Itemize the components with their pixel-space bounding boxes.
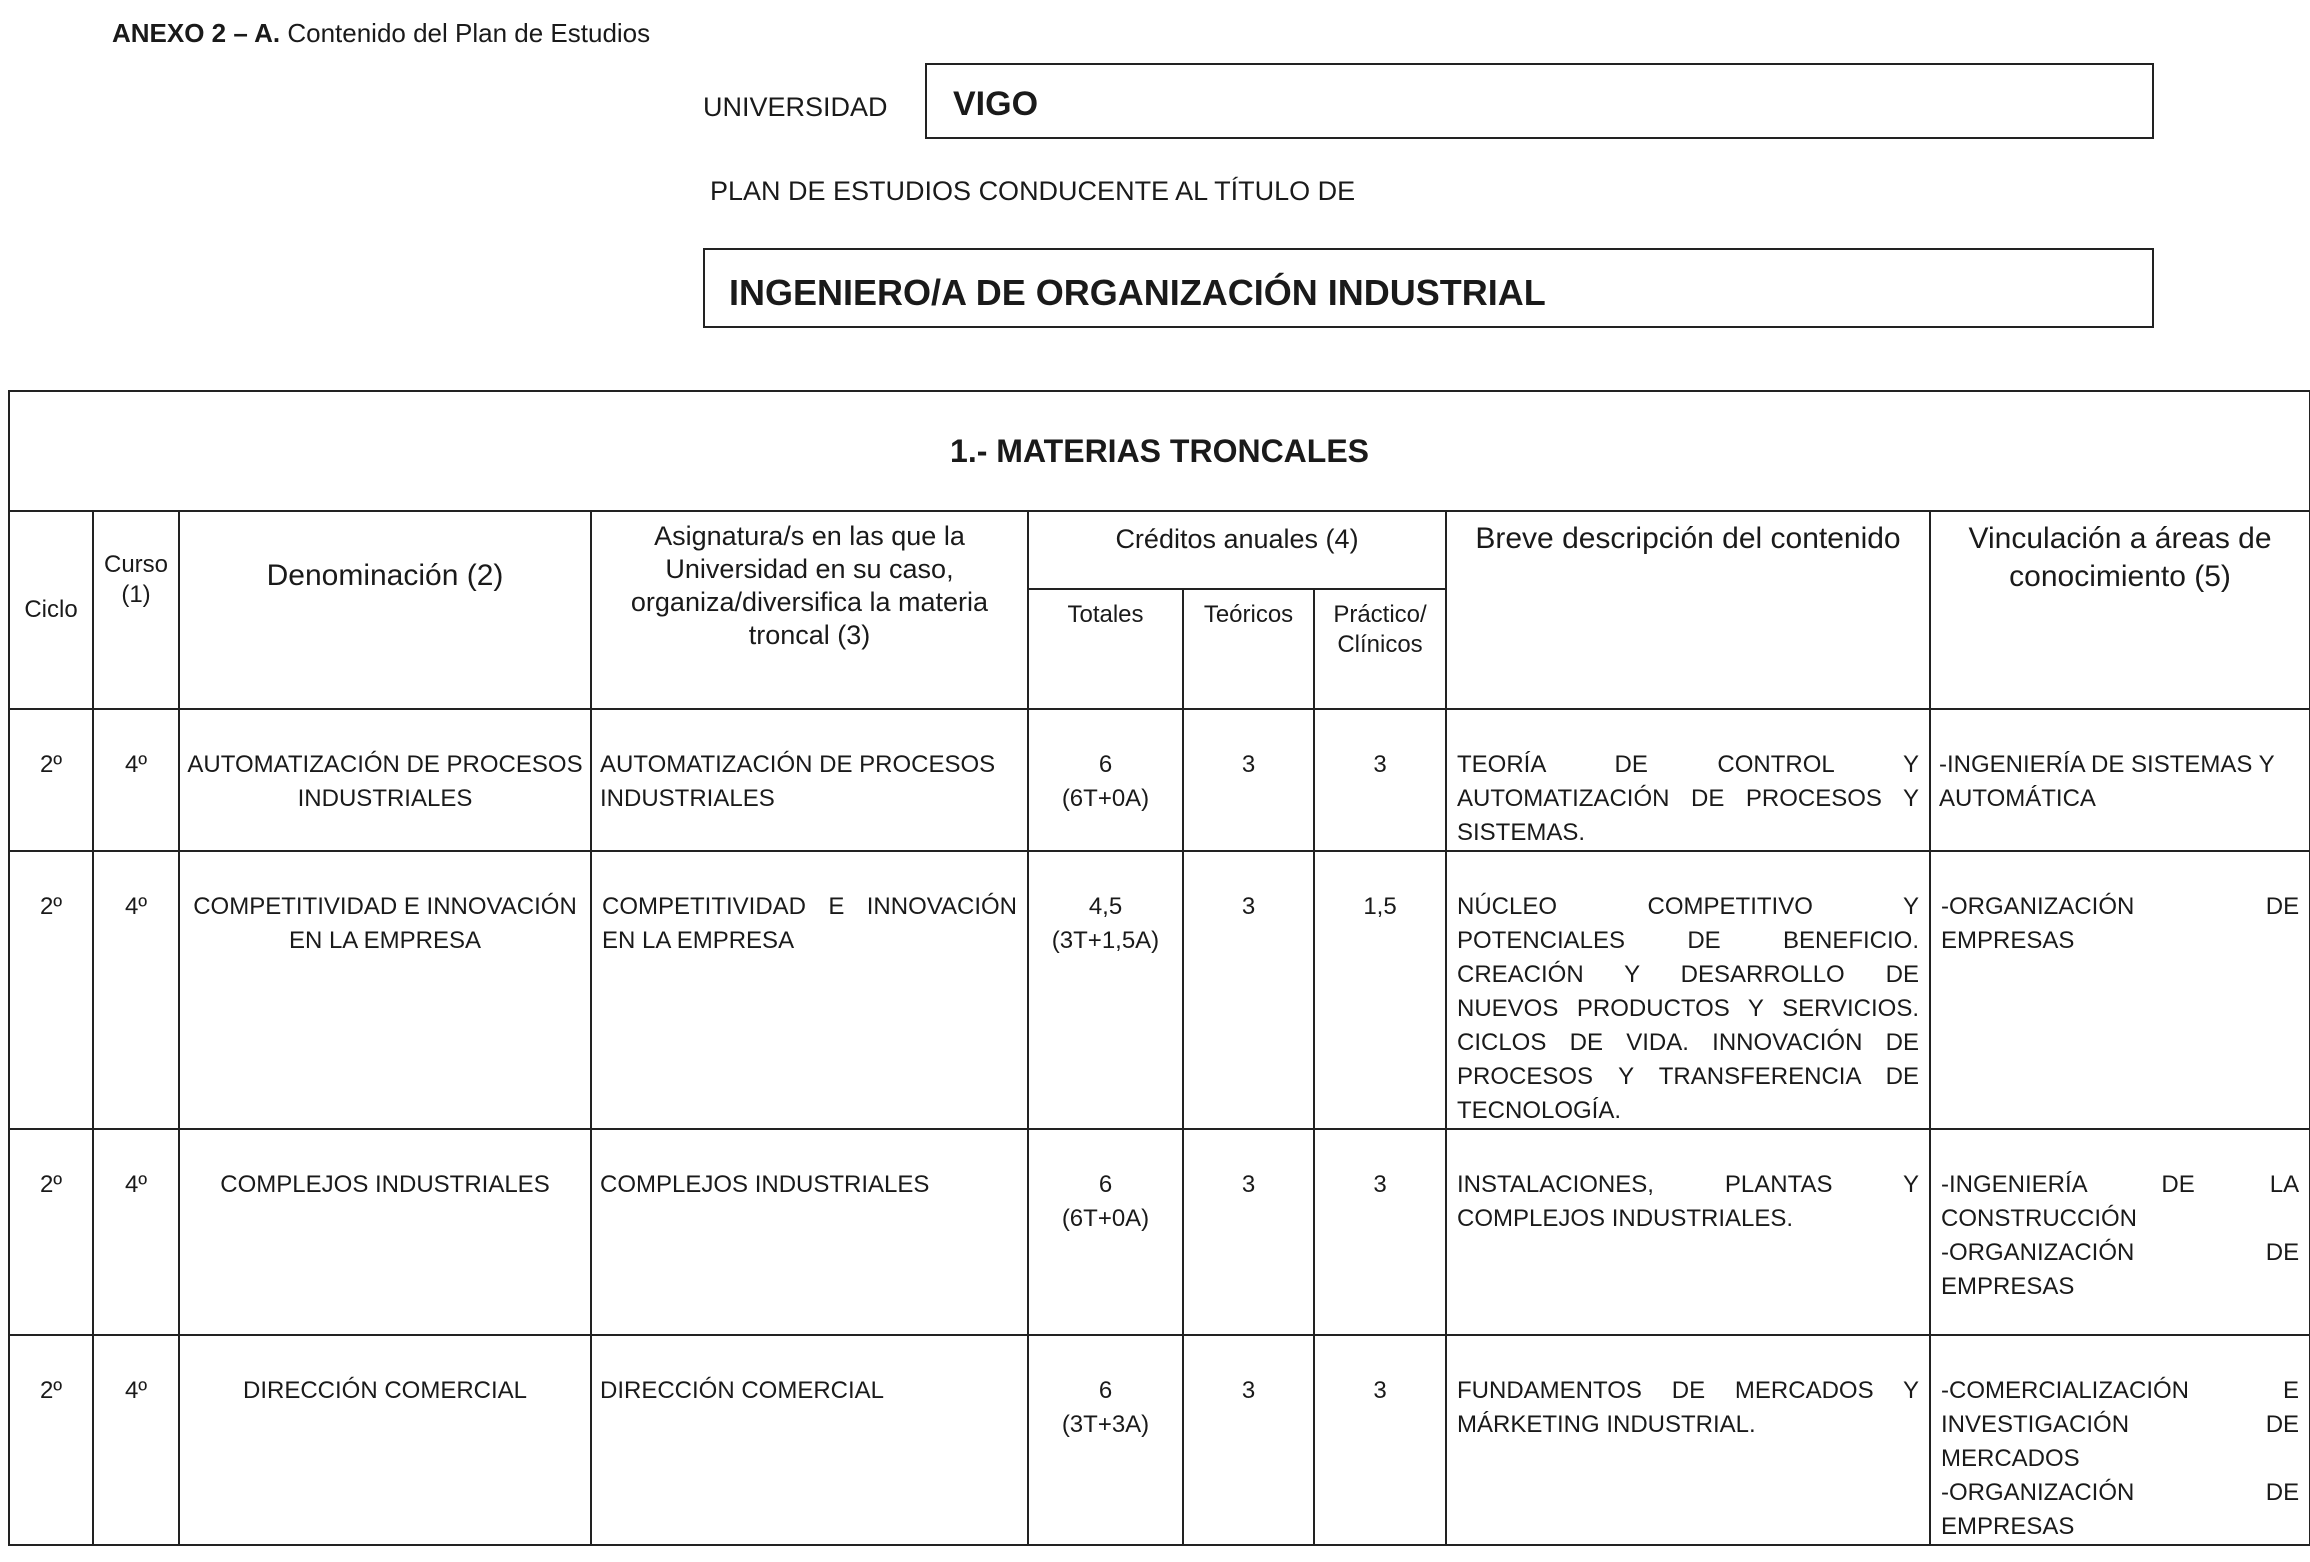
cell-practicos: 3 [1314,1129,1446,1335]
cell-asignatura: COMPETITIVIDAD E INNOVACIÓN EN LA EMPRESA [591,851,1028,1129]
university-field [925,63,2154,139]
table-row [9,709,2310,851]
cell-totales [1028,851,1183,1129]
cell-denominacion: COMPLEJOS INDUSTRIALES [179,1129,591,1335]
cell-curso: 4º [93,1129,179,1335]
vinculacion-area: -COMERCIALIZACIÓN E INVESTIGACIÓN DE MERCADOS [1941,1377,2300,1472]
cell-totales [1028,1335,1183,1545]
cell-asignatura: AUTOMATIZACIÓN DE PROCESOS INDUSTRIALES [591,709,1028,851]
totales-detail: (3T+1,5A) [1051,927,1160,954]
cell-ciclo: 2º [9,851,93,1129]
annex-number: ANEXO 2 – A. [112,18,281,48]
cell-ciclo: 2º [9,709,93,851]
cell-ciclo: 2º [9,1335,93,1545]
cell-totales [1028,1129,1183,1335]
cell-denominacion: AUTOMATIZACIÓN DE PROCESOS INDUSTRIALES [179,709,591,851]
table-row [9,1335,2310,1545]
plan-label: PLAN DE ESTUDIOS CONDUCENTE AL TÍTULO DE [710,176,1356,206]
cell-curso: 4º [93,851,179,1129]
cell-practicos: 1,5 [1314,851,1446,1129]
totales-value: 4,5 [1088,893,1123,920]
cell-teoricos: 3 [1183,1335,1314,1545]
cell-teoricos: 3 [1183,1129,1314,1335]
header-denominacion: Denominación (2) [179,511,591,709]
degree-title: INGENIERO/A DE ORGANIZACIÓN INDUSTRIAL [729,272,1546,313]
cell-vinculacion [1930,1335,2310,1545]
header-creditos: Créditos anuales (4) [1028,511,1446,589]
cell-vinculacion: -ORGANIZACIÓN DE EMPRESAS [1930,851,2310,1129]
annex-heading [112,18,650,49]
totales-value: 6 [1098,751,1113,778]
cell-denominacion: DIRECCIÓN COMERCIAL [179,1335,591,1545]
header-teoricos: Teóricos [1183,589,1314,709]
header-curso: Curso (1) [93,511,179,709]
cell-practicos: 3 [1314,709,1446,851]
cell-vinculacion: -INGENIERÍA DE SISTEMAS Y AUTOMÁTICA [1930,709,2310,851]
table-row [9,1129,2310,1335]
cell-descripcion: NÚCLEO COMPETITIVO Y POTENCIALES DE BENEFICIO. CREACIÓN Y DESARROLLO DE NUEVOS PRODUCTOS Y SERVICIOS. CICLOS DE VIDA. INNOVACIÓN DE PROCESOS Y TRANSFERENCIA DE TECNOLOGÍA. [1446,851,1930,1129]
cell-curso: 4º [93,709,179,851]
cell-curso: 4º [93,1335,179,1545]
cell-asignatura: DIRECCIÓN COMERCIAL [591,1335,1028,1545]
totales-value: 6 [1098,1171,1113,1198]
degree-title-field [703,248,2154,328]
university-value: VIGO [953,85,1039,123]
annex-subtitle: Contenido del Plan de Estudios [287,18,651,48]
header-asignaturas: Asignatura/s en las que la Universidad en su caso, organiza/diversifica la materia troncal (3) [591,511,1028,709]
cell-vinculacion [1930,1129,2310,1335]
cell-descripcion: FUNDAMENTOS DE MERCADOS Y MÁRKETING INDUSTRIAL. [1446,1335,1930,1545]
cell-teoricos: 3 [1183,709,1314,851]
totales-value: 6 [1098,1377,1113,1404]
table-row [9,851,2310,1129]
vinculacion-area: -ORGANIZACIÓN DE EMPRESAS [1941,1239,2300,1300]
cell-denominacion: COMPETITIVIDAD E INNOVACIÓN EN LA EMPRESA [179,851,591,1129]
header-ciclo: Ciclo [9,511,93,709]
cell-asignatura: COMPLEJOS INDUSTRIALES [591,1129,1028,1335]
section-title: 1.- MATERIAS TRONCALES [9,391,2310,511]
cell-descripcion: TEORÍA DE CONTROL Y AUTOMATIZACIÓN DE PROCESOS Y SISTEMAS. [1446,709,1930,851]
totales-detail: (3T+3A) [1061,1411,1150,1438]
totales-detail: (6T+0A) [1061,1205,1150,1232]
totales-detail: (6T+0A) [1061,785,1150,812]
cell-practicos: 3 [1314,1335,1446,1545]
cell-descripcion: INSTALACIONES, PLANTAS Y COMPLEJOS INDUSTRIALES. [1446,1129,1930,1335]
header-practicos: Práctico/ Clínicos [1314,589,1446,709]
university-label: UNIVERSIDAD [703,92,888,122]
vinculacion-area: -ORGANIZACIÓN DE EMPRESAS [1941,1479,2300,1540]
cell-teoricos: 3 [1183,851,1314,1129]
header-descripcion: Breve descripción del contenido [1446,511,1930,709]
cell-ciclo: 2º [9,1129,93,1335]
header-vinculacion: Vinculación a áreas de conocimiento (5) [1930,511,2310,709]
header-totales: Totales [1028,589,1183,709]
vinculacion-area: -INGENIERÍA DE LA CONSTRUCCIÓN [1941,1171,2300,1232]
cell-totales [1028,709,1183,851]
subjects-table [8,390,2310,1546]
